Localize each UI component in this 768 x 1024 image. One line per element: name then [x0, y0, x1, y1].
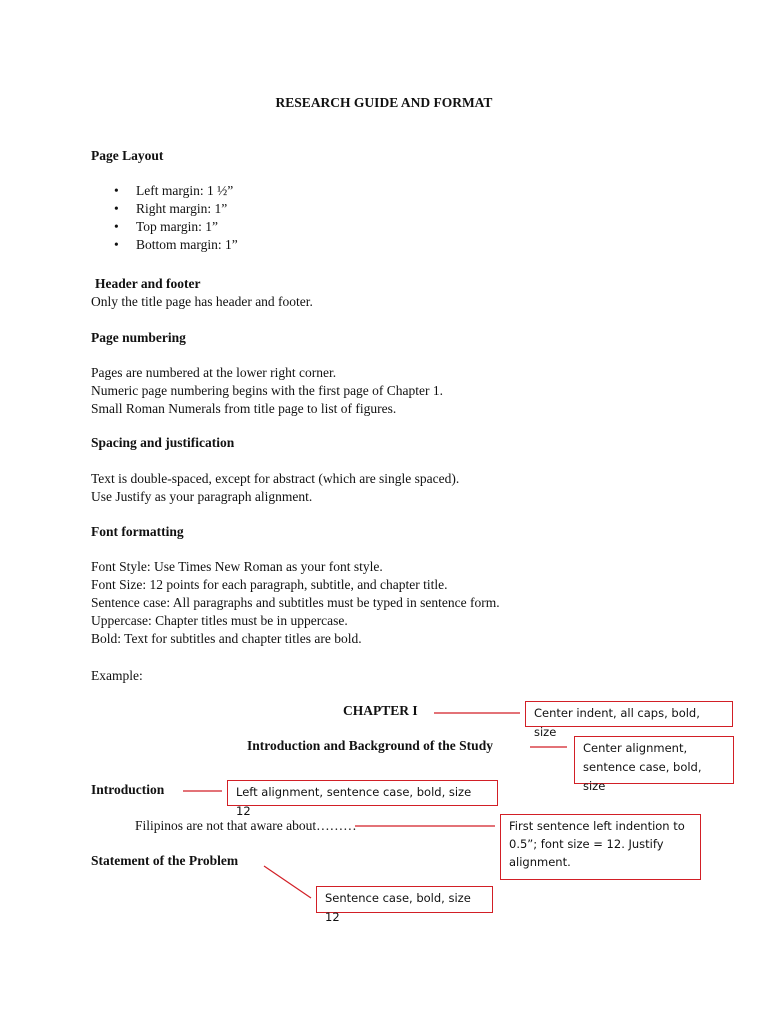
- list-item: • Right margin: 1”: [114, 200, 238, 218]
- example-introduction-heading: Introduction: [91, 782, 165, 797]
- list-item: • Top margin: 1”: [114, 218, 238, 236]
- example-statement-heading: Statement of the Problem: [91, 853, 239, 868]
- page-numbering-heading: Page numbering: [91, 330, 186, 345]
- spacing-heading: Spacing and justification: [91, 435, 235, 450]
- callout-introduction: Left alignment, sentence case, bold, size 12: [227, 780, 498, 806]
- paragraph-line: Pages are numbered at the lower right corner.: [91, 365, 337, 380]
- document-title: RESEARCH GUIDE AND FORMAT: [275, 95, 493, 110]
- callout-paragraph: First sentence left indention to 0.5”; font size = 12. Justify alignment.: [500, 814, 701, 880]
- page-layout-heading: Page Layout: [91, 148, 164, 163]
- callout-statement: Sentence case, bold, size 12: [316, 886, 493, 913]
- paragraph-line: Font Size: 12 points for each paragraph, subtitle, and chapter title.: [91, 577, 448, 592]
- paragraph-line: Sentence case: All paragraphs and subtitles must be typed in sentence form.: [91, 595, 500, 610]
- header-footer-heading: Header and footer: [95, 276, 201, 291]
- list-item: • Left margin: 1 ½”: [114, 182, 238, 200]
- connector-line: [264, 866, 311, 898]
- paragraph-line: Text is double-spaced, except for abstract (which are single spaced).: [91, 471, 460, 486]
- paragraph-line: Uppercase: Chapter titles must be in uppercase.: [91, 613, 348, 628]
- margin-list: [114, 182, 238, 254]
- example-paragraph: Filipinos are not that aware about………: [135, 818, 357, 833]
- paragraph-line: Bold: Text for subtitles and chapter titles are bold.: [91, 631, 362, 646]
- example-label: Example:: [91, 668, 143, 683]
- paragraph-line: Use Justify as your paragraph alignment.: [91, 489, 313, 504]
- list-item: • Bottom margin: 1”: [114, 236, 238, 254]
- font-formatting-heading: Font formatting: [91, 524, 184, 539]
- example-subtitle: Introduction and Background of the Study: [247, 738, 493, 753]
- paragraph-line: Font Style: Use Times New Roman as your font style.: [91, 559, 383, 574]
- header-footer-text: Only the title page has header and footer.: [91, 294, 313, 309]
- paragraph-line: Numeric page numbering begins with the first page of Chapter 1.: [91, 383, 444, 398]
- example-chapter-title: CHAPTER I: [343, 703, 418, 718]
- callout-subtitle: Center alignment, sentence case, bold, size: [574, 736, 734, 784]
- paragraph-line: Small Roman Numerals from title page to list of figures.: [91, 401, 397, 416]
- callout-chapter: Center indent, all caps, bold, size: [525, 701, 733, 727]
